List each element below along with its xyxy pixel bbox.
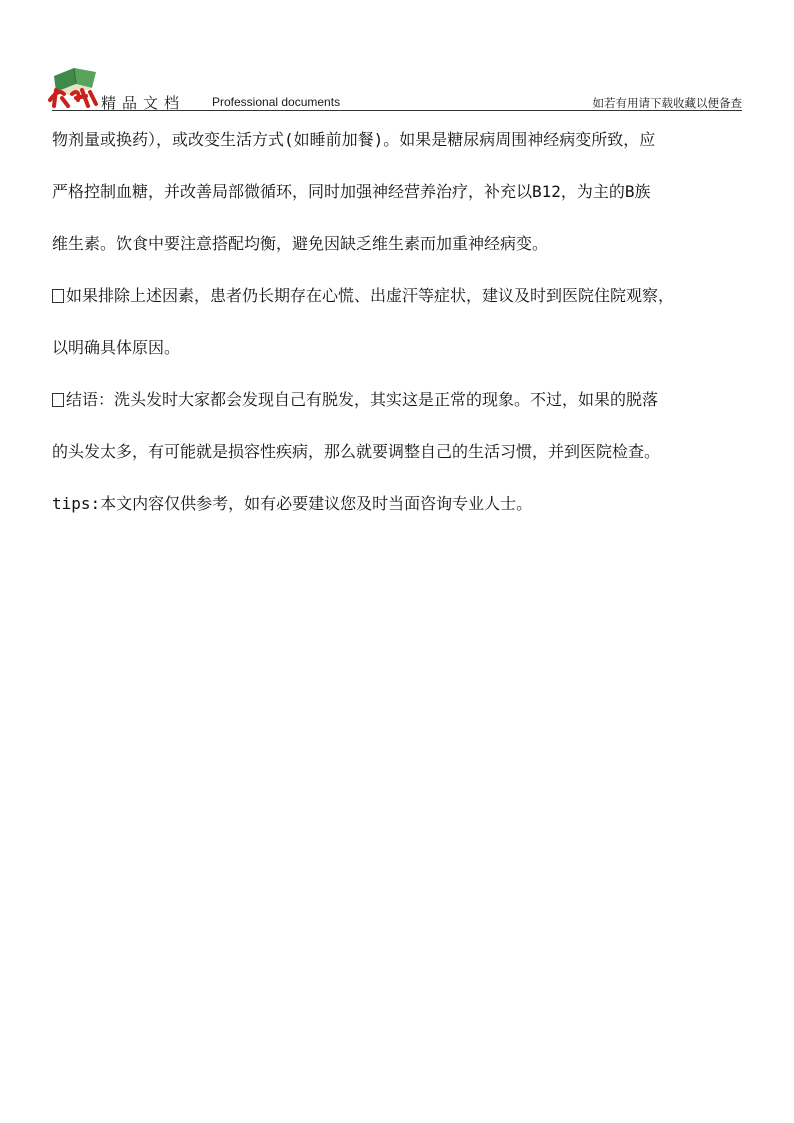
page-header xyxy=(0,0,794,112)
line-text: 结语：洗头发时大家都会发现自己有脱发，其实这是正常的现象。不过，如果的脱落 xyxy=(66,390,659,409)
line-text: 严格控制血糖，并改善局部微循环，同时加强神经营养治疗，补充以B12，为主的B族 xyxy=(52,182,651,201)
paragraph-line xyxy=(52,230,772,282)
line-text: 维生素。饮食中要注意搭配均衡，避免因缺乏维生素而加重神经病变。 xyxy=(52,234,549,253)
header-title: 精品文档 xyxy=(101,94,186,112)
paragraph-line xyxy=(52,386,772,438)
line-text: 如果排除上述因素，患者仍长期存在心慌、出虚汗等症状，建议及时到医院住院观察， xyxy=(66,286,675,305)
paragraph-line xyxy=(52,282,772,334)
paragraph-line xyxy=(52,126,772,178)
tips-line xyxy=(52,490,772,518)
paragraph-line xyxy=(52,334,772,386)
line-text: tips:本文内容仅供参考，如有必要建议您及时当面咨询专业人士。 xyxy=(52,494,533,513)
header-subtitle: Professional documents xyxy=(212,95,341,109)
line-text: 的头发太多，有可能就是损容性疾病，那么就要调整自己的生活习惯，并到医院检查。 xyxy=(52,442,661,461)
header-divider xyxy=(52,110,742,111)
paragraph-line xyxy=(52,438,772,490)
document-body xyxy=(52,126,772,518)
bullet-box-icon xyxy=(52,289,64,303)
line-text: 物剂量或换药），或改变生活方式(如睡前加餐)。如果是糖尿病周围神经病变所致，应 xyxy=(52,130,656,149)
paragraph-line xyxy=(52,178,772,230)
line-text: 以明确具体原因。 xyxy=(52,338,181,357)
header-note: 如若有用请下载收藏以便备查 xyxy=(592,96,742,110)
book-logo-icon xyxy=(46,54,102,108)
bullet-box-icon xyxy=(52,393,64,407)
